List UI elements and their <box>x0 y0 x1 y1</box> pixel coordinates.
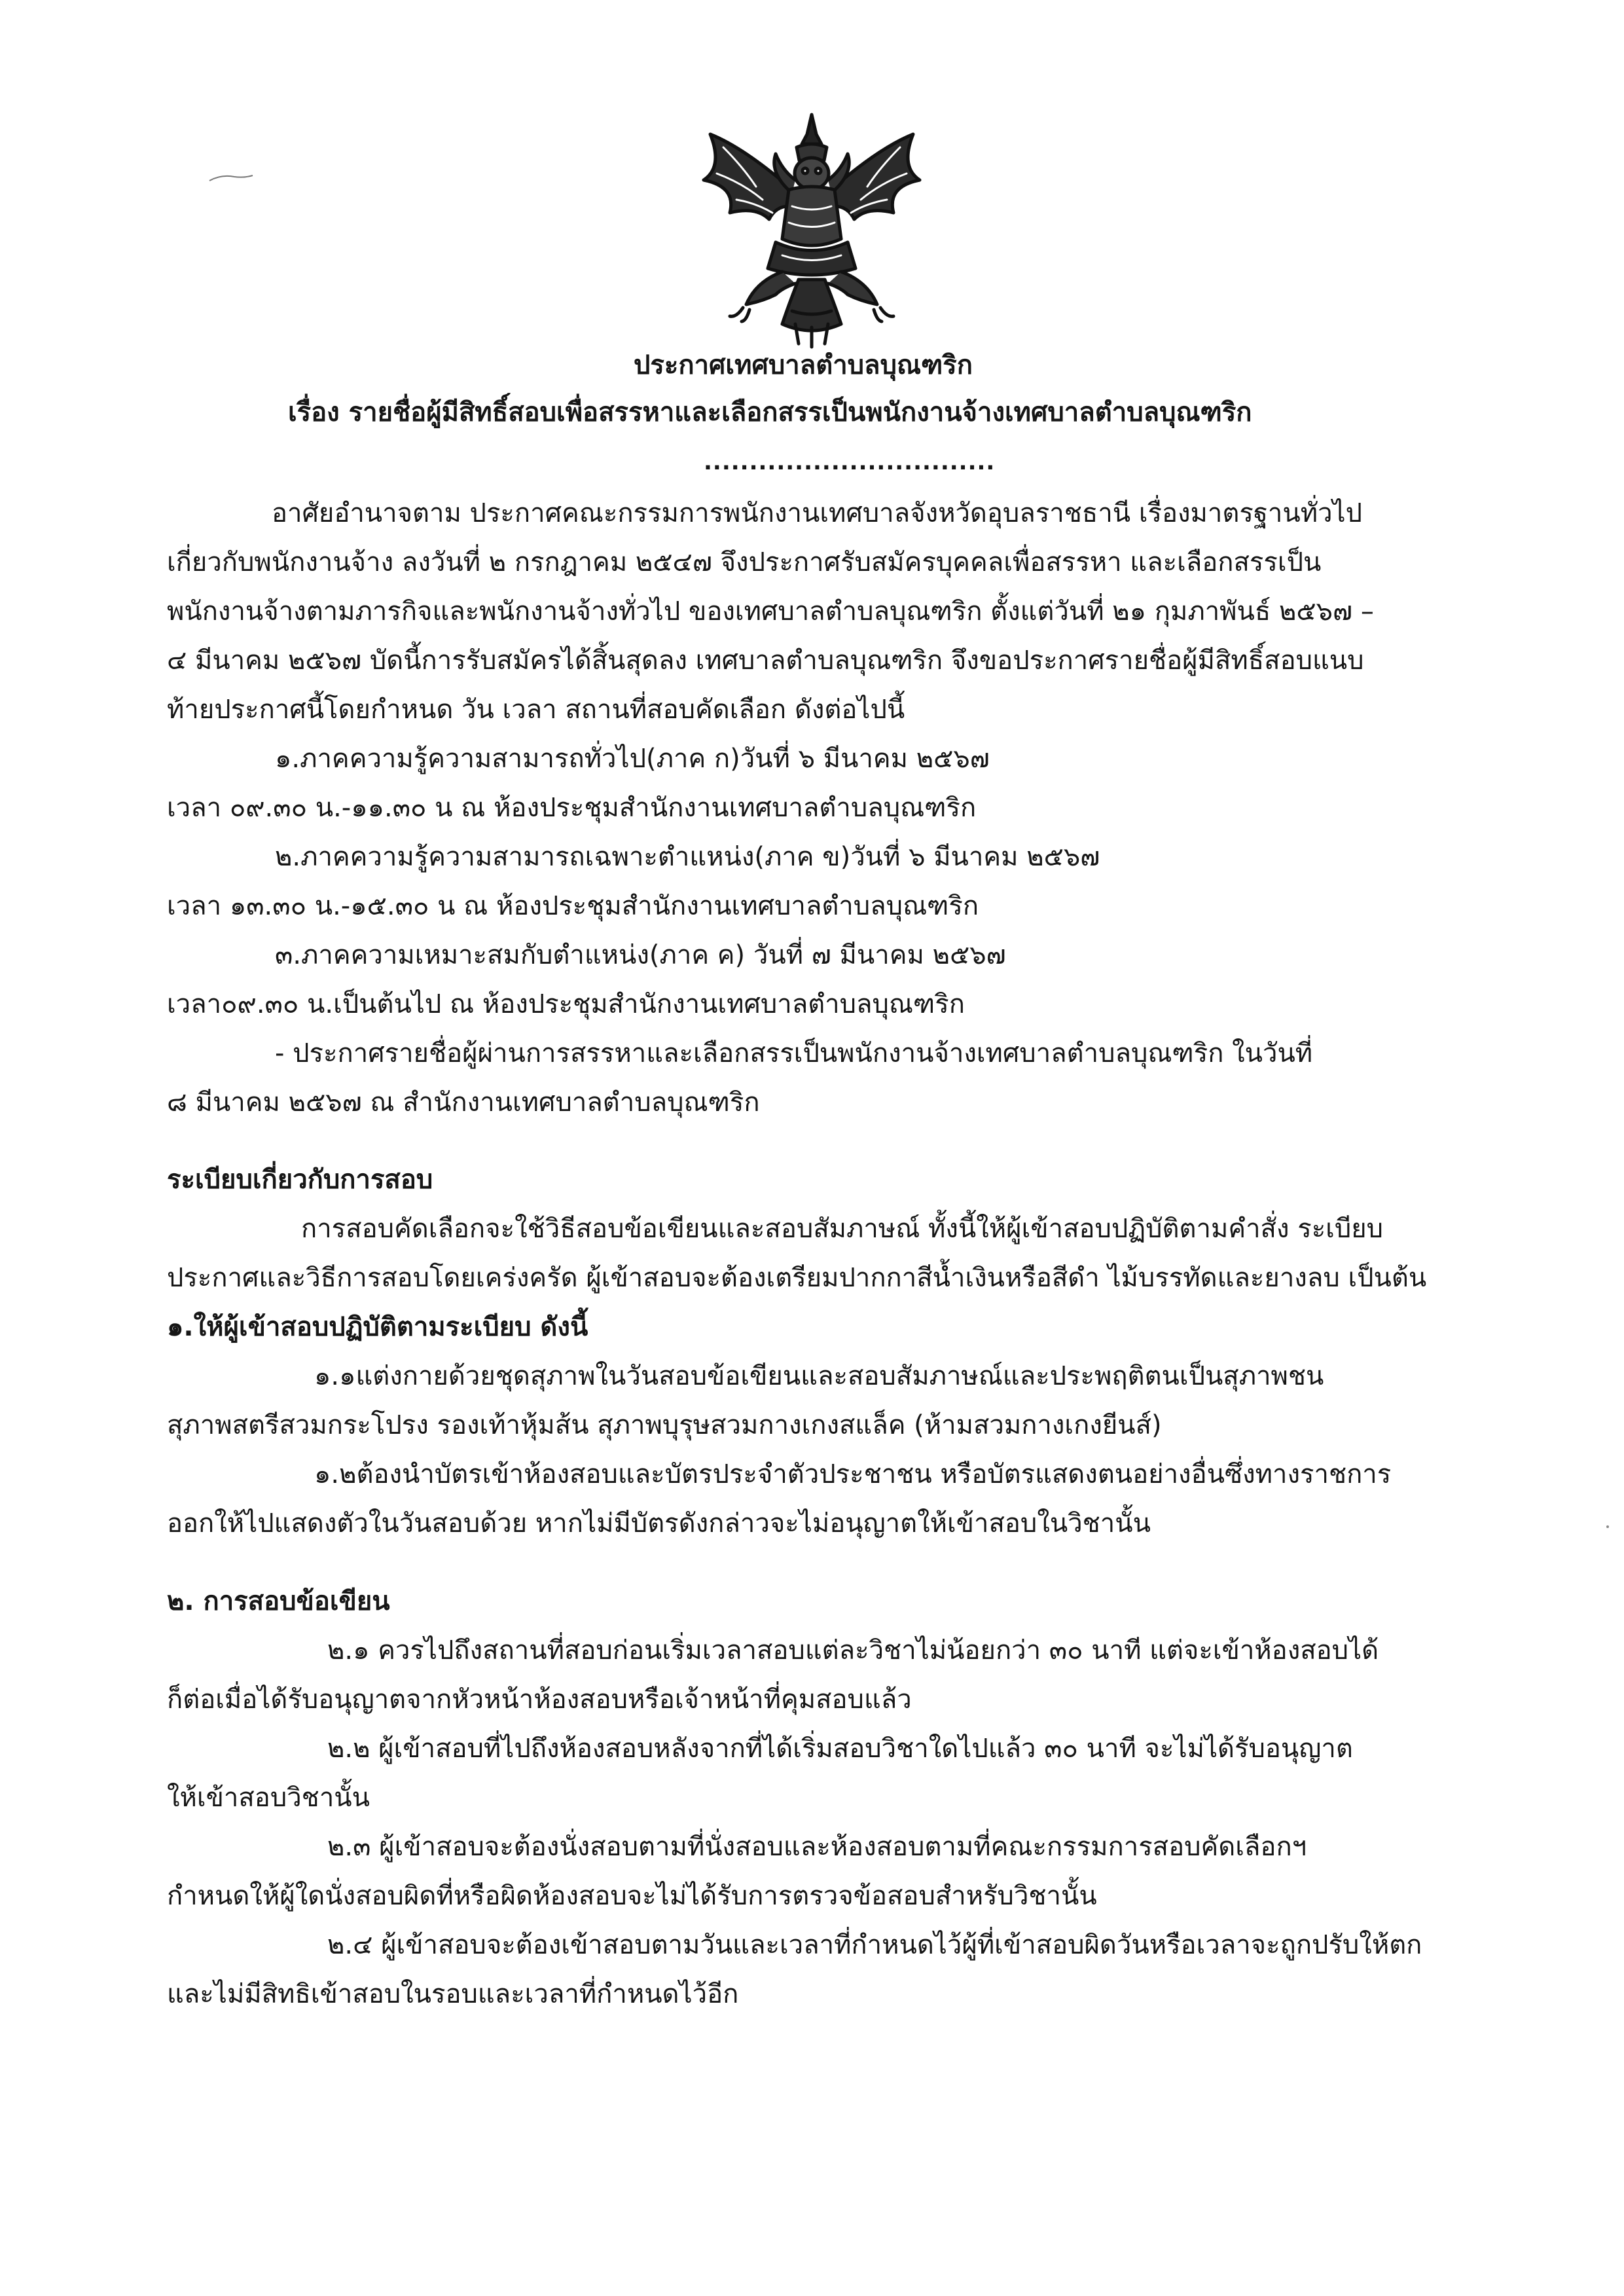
schedule-time: เวลา ๐๙.๓๐ น.-๑๑.๓๐ น ณ ห้องประชุมสำนักงานเทศบาลตำบลบุณฑริก <box>167 793 977 823</box>
title-separator: ................................ <box>704 449 996 475</box>
section-1-line: ออกให้ไปแสดงตัวในวันสอบด้วย หากไม่มีบัตรดังกล่าวจะไม่อนุญาตให้เข้าสอบในวิชานั้น <box>167 1508 1151 1539</box>
section-1-heading: ๑.ให้ผู้เข้าสอบปฏิบัติตามระเบียบ ดังนี้ <box>167 1312 588 1342</box>
intro-line: ๔ มีนาคม ๒๕๖๗ บัดนี้การรับสมัครได้สิ้นสุดลง เทศบาลตำบลบุณฑริก จึงขอประกาศรายชื่อผู้มีสิทธิ์สอบแนบ <box>167 646 1364 676</box>
section-2-line: ๒.๑ ควรไปถึงสถานที่สอบก่อนเริ่มเวลาสอบแต่ละวิชาไม่น้อยกว่า ๓๐ นาที แต่จะเข้าห้องสอบได้ <box>327 1635 1379 1666</box>
schedule-time: เวลา ๑๓.๓๐ น.-๑๕.๓๐ น ณ ห้องประชุมสำนักงานเทศบาลตำบลบุณฑริก <box>167 891 979 921</box>
section-2-line: ให้เข้าสอบวิชานั้น <box>167 1783 370 1813</box>
section-1-line: ๑.๒ต้องนำบัตรเข้าห้องสอบและบัตรประจำตัวประชาชน หรือบัตรแสดงตนอย่างอื่นซึ่งทางราชการ <box>314 1459 1392 1489</box>
rules-heading: ระเบียบเกี่ยวกับการสอบ <box>167 1165 433 1195</box>
schedule-item: ๑.ภาคความรู้ความสามารถทั่วไป(ภาค ก)วันที่ ๖ มีนาคม ๒๕๖๗ <box>275 744 990 774</box>
intro-line: พนักงานจ้างตามภารกิจและพนักงานจ้างทั่วไป ของเทศบาลตำบลบุณฑริก ตั้งแต่วันที่ ๒๑ กุมภาพันธ์ ๒๕๖๗ – <box>167 596 1374 627</box>
section-1-line: ๑.๑แต่งกายด้วยชุดสุภาพในวันสอบข้อเขียนและสอบสัมภาษณ์และประพฤติตนเป็นสุภาพชน <box>314 1361 1324 1391</box>
schedule-note: ๘ มีนาคม ๒๕๖๗ ณ สำนักงานเทศบาลตำบลบุณฑริก <box>167 1087 760 1118</box>
section-2-heading: ๒. การสอบข้อเขียน <box>167 1586 390 1616</box>
section-1-line: สุภาพสตรีสวมกระโปรง รองเท้าหุ้มส้น สุภาพบุรุษสวมกางเกงสแล็ค (ห้ามสวมกางเกงยีนส์) <box>167 1410 1162 1440</box>
section-2-line: ๒.๔ ผู้เข้าสอบจะต้องเข้าสอบตามวันและเวลาที่กำหนดไว้ผู้ที่เข้าสอบผิดวันหรือเวลาจะถูกปรับให้ตก <box>327 1930 1422 1960</box>
schedule-item: ๒.ภาคความรู้ความสามารถเฉพาะตำแหน่ง(ภาค ข)วันที่ ๖ มีนาคม ๒๕๖๗ <box>275 842 1100 872</box>
rules-intro-line: การสอบคัดเลือกจะใช้วิธีสอบข้อเขียนและสอบสัมภาษณ์ ทั้งนี้ให้ผู้เข้าสอบปฏิบัติตามคำสั่ง ระเบียบ <box>301 1214 1384 1244</box>
stray-pen-mark <box>208 172 254 185</box>
document-title: ประกาศเทศบาลตำบลบุณฑริก <box>634 350 973 380</box>
section-2-line: ๒.๒ ผู้เข้าสอบที่ไปถึงห้องสอบหลังจากที่ได้เริ่มสอบวิชาใดไปแล้ว ๓๐ นาที จะไม่ได้รับอนุญาต <box>327 1734 1353 1764</box>
schedule-item: ๓.ภาคความเหมาะสมกับตำแหน่ง(ภาค ค) วันที่ ๗ มีนาคม ๒๕๖๗ <box>275 940 1006 970</box>
intro-line: อาศัยอำนาจตาม ประกาศคณะกรรมการพนักงานเทศบาลจังหวัดอุบลราชธานี เรื่องมาตรฐานทั่วไป <box>272 498 1363 528</box>
rules-intro-line: ประกาศและวิธีการสอบโดยเคร่งครัด ผู้เข้าสอบจะต้องเตรียมปากกาสีน้ำเงินหรือสีดำ ไม้บรรทัดและยางลบ เป็นต้น <box>167 1263 1427 1293</box>
section-2-line: ก็ต่อเมื่อได้รับอนุญาตจากหัวหน้าห้องสอบหรือเจ้าหน้าที่คุมสอบแล้ว <box>167 1685 912 1715</box>
schedule-time: เวลา๐๙.๓๐ น.เป็นต้นไป ณ ห้องประชุมสำนักงานเทศบาลตำบลบุณฑริก <box>167 989 965 1019</box>
section-2-line: กำหนดให้ผู้ใดนั่งสอบผิดที่หรือผิดห้องสอบจะไม่ได้รับการตรวจข้อสอบสำหรับวิชานั้น <box>167 1881 1097 1911</box>
intro-line: เกี่ยวกับพนักงานจ้าง ลงวันที่ ๒ กรกฎาคม ๒๕๔๗ จึงประกาศรับสมัครบุคคลเพื่อสรรหา และเลือกสรรเป็น <box>167 547 1322 577</box>
garuda-emblem-icon <box>684 108 939 350</box>
document-subject: เรื่อง รายชื่อผู้มีสิทธิ์สอบเพื่อสรรหาและเลือกสรรเป็นพนักงานจ้างเทศบาลตำบลบุณฑริก <box>288 397 1252 428</box>
intro-line: ท้ายประกาศนี้โดยกำหนด วัน เวลา สถานที่สอบคัดเลือก ดังต่อไปนี้ <box>167 695 905 725</box>
schedule-note: - ประกาศรายชื่อผู้ผ่านการสรรหาและเลือกสรรเป็นพนักงานจ้างเทศบาลตำบลบุณฑริก ในวันที่ <box>275 1038 1313 1068</box>
section-2-line: ๒.๓ ผู้เข้าสอบจะต้องนั่งสอบตามที่นั่งสอบและห้องสอบตามที่คณะกรรมการสอบคัดเลือกฯ <box>327 1832 1307 1862</box>
section-2-line: และไม่มีสิทธิเข้าสอบในรอบและเวลาที่กำหนดไว้อีก <box>167 1979 739 2009</box>
stray-speck <box>1605 1524 1610 1529</box>
